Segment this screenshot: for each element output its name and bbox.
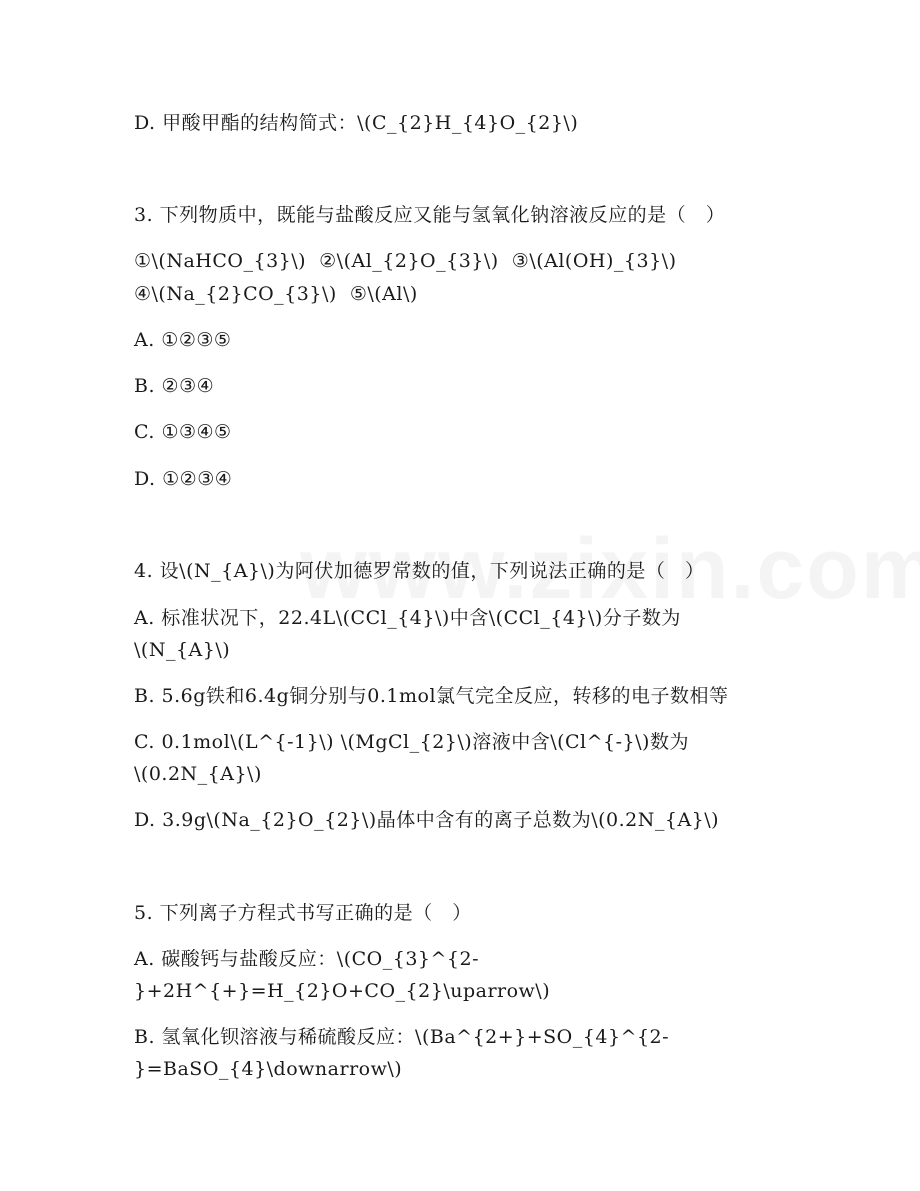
q5-option-a-line1: A. 碳酸钙与盐酸反应：\(CO_{3}^{2- — [134, 948, 480, 970]
q3-option-b: B. ②③④ — [134, 375, 215, 397]
q3-option-a: A. ①②③⑤ — [134, 329, 232, 351]
q3-substances-line1: ①\(NaHCO_{3}\) ②\(Al_{2}O_{3}\) ③\(Al(OH)_{3}\) — [134, 250, 677, 272]
q4-option-c-line1: C. 0.1mol\(L^{-1}\) \(MgCl_{2}\)溶液中含\(Cl^{-}\)数为 — [134, 731, 689, 753]
q3-option-d: D. ①②③④ — [134, 468, 233, 490]
q2-option-d: D. 甲酸甲酯的结构简式：\(C_{2}H_{4}O_{2}\) — [134, 112, 579, 134]
q4-option-c-line2: \(0.2N_{A}\) — [134, 763, 262, 785]
q5-option-b-line1: B. 氢氧化钡溶液与稀硫酸反应：\(Ba^{2+}+SO_{4}^{2- — [134, 1026, 670, 1048]
q4-option-a-line1: A. 标准状况下，22.4L\(CCl_{4}\)中含\(CCl_{4}\)分子数为 — [134, 607, 681, 629]
q3-substances-line2: ④\(Na_{2}CO_{3}\) ⑤\(Al\) — [134, 283, 418, 305]
q4-option-d: D. 3.9g\(Na_{2}O_{2}\)晶体中含有的离子总数为\(0.2N_{A}\) — [134, 809, 720, 831]
q5-stem: 5. 下列离子方程式书写正确的是（ ） — [134, 902, 472, 924]
q4-stem: 4. 设\(N_{A}\)为阿伏加德罗常数的值，下列说法正确的是（ ） — [134, 560, 705, 582]
q5-option-b-line2: }=BaSO_{4}\downarrow\) — [134, 1058, 403, 1080]
q4-option-b: B. 5.6g铁和6.4g铜分别与0.1mol氯气完全反应，转移的电子数相等 — [134, 685, 729, 707]
q4-option-a-line2: \(N_{A}\) — [134, 639, 231, 661]
q3-stem: 3. 下列物质中，既能与盐酸反应又能与氢氧化钠溶液反应的是（ ） — [134, 204, 726, 226]
q3-option-c: C. ①③④⑤ — [134, 421, 232, 443]
q5-option-a-line2: }+2H^{+}=H_{2}O+CO_{2}\uparrow\) — [134, 980, 551, 1002]
